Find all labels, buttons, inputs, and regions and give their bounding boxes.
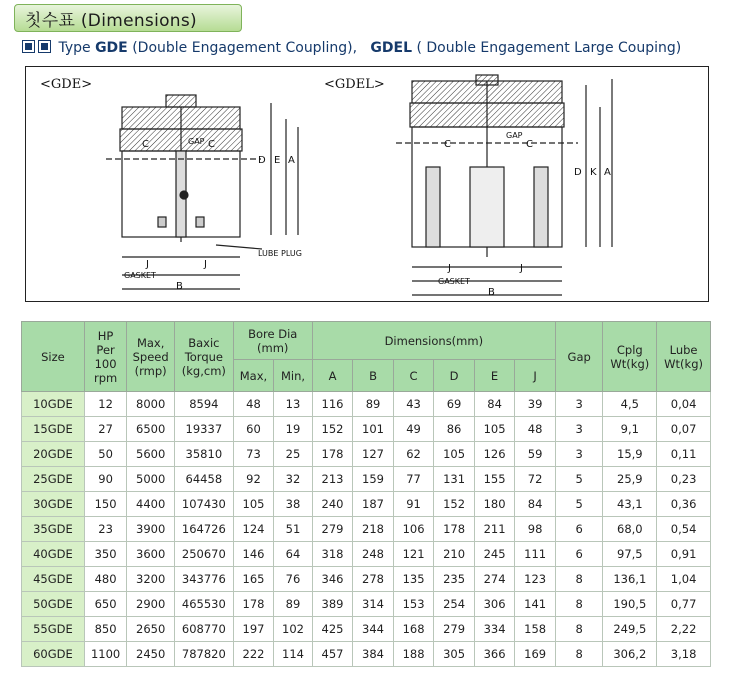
gdel-d-label: D [574, 167, 582, 178]
size-cell: 10GDE [22, 392, 85, 417]
table-cell: 98 [515, 517, 556, 542]
gdel-c2-label: C [526, 139, 533, 150]
gde-j-label: J [146, 259, 149, 270]
table-cell: 23 [84, 517, 127, 542]
table-cell: 89 [274, 592, 313, 617]
table-cell: 6500 [127, 417, 175, 442]
lube-plug-label: LUBE PLUG [258, 249, 302, 258]
square-bullet-icon [38, 40, 51, 53]
table-cell: 62 [393, 442, 434, 467]
size-cell: 60GDE [22, 642, 85, 667]
table-cell: 60 [233, 417, 274, 442]
header-dim-a: A [312, 360, 353, 392]
table-cell: 73 [233, 442, 274, 467]
gde-drawing [106, 95, 298, 289]
table-cell: 8 [555, 617, 603, 642]
table-cell: 84 [515, 492, 556, 517]
table-cell: 77 [393, 467, 434, 492]
table-cell: 187 [353, 492, 394, 517]
table-cell: 3 [555, 417, 603, 442]
header-lube: Lube Wt(kg) [657, 322, 711, 392]
table-cell: 90 [84, 467, 127, 492]
table-cell: 155 [474, 467, 515, 492]
table-cell: 210 [434, 542, 475, 567]
gdel-drawing [396, 75, 612, 295]
table-cell: 178 [312, 442, 353, 467]
table-cell: 0,77 [657, 592, 711, 617]
table-cell: 248 [353, 542, 394, 567]
table-cell: 0,11 [657, 442, 711, 467]
table-cell: 389 [312, 592, 353, 617]
table-cell: 318 [312, 542, 353, 567]
table-cell: 127 [353, 442, 394, 467]
header-dim-c: C [393, 360, 434, 392]
table-cell: 465530 [174, 592, 233, 617]
table-cell: 5000 [127, 467, 175, 492]
gde-j2-label: J [204, 259, 207, 270]
table-row [22, 442, 711, 467]
table-cell: 5 [555, 467, 603, 492]
table-cell: 121 [393, 542, 434, 567]
table-cell: 188 [393, 642, 434, 667]
table-cell: 344 [353, 617, 394, 642]
table-cell: 254 [434, 592, 475, 617]
header-dim-e: E [474, 360, 515, 392]
table-cell: 0,36 [657, 492, 711, 517]
table-row [22, 492, 711, 517]
table-cell: 0,91 [657, 542, 711, 567]
gde-label: <GDE> [40, 77, 93, 92]
table-cell: 2,22 [657, 617, 711, 642]
gde-b-label: B [176, 281, 183, 292]
table-cell: 48 [233, 392, 274, 417]
table-cell: 152 [434, 492, 475, 517]
size-cell: 25GDE [22, 467, 85, 492]
header-hp: HP Per 100 rpm [84, 322, 127, 392]
gde-e-label: E [274, 155, 281, 166]
table-cell: 49 [393, 417, 434, 442]
table-cell: 222 [233, 642, 274, 667]
gdel-j2-label: J [520, 263, 523, 274]
table-cell: 124 [233, 517, 274, 542]
table-cell: 235 [434, 567, 475, 592]
gde-c-label: C [142, 139, 149, 150]
table-cell: 3 [555, 392, 603, 417]
table-cell: 350 [84, 542, 127, 567]
table-cell: 97,5 [603, 542, 657, 567]
table-cell: 123 [515, 567, 556, 592]
table-cell: 48 [515, 417, 556, 442]
table-cell: 8 [555, 567, 603, 592]
header-gap: Gap [555, 322, 603, 392]
subtitle-gdel: GDEL [370, 40, 412, 56]
table-cell: 38 [274, 492, 313, 517]
table-cell: 306,2 [603, 642, 657, 667]
table-cell: 84 [474, 392, 515, 417]
table-cell: 278 [353, 567, 394, 592]
table-cell: 105 [434, 442, 475, 467]
table-cell: 180 [474, 492, 515, 517]
gde-a-label: A [288, 155, 295, 166]
table-cell: 850 [84, 617, 127, 642]
table-cell: 5600 [127, 442, 175, 467]
table-cell: 89 [353, 392, 394, 417]
table-cell: 8 [555, 642, 603, 667]
table-cell: 5 [555, 492, 603, 517]
table-cell: 114 [274, 642, 313, 667]
table-cell: 384 [353, 642, 394, 667]
table-cell: 3,18 [657, 642, 711, 667]
table-row [22, 417, 711, 442]
table-cell: 72 [515, 467, 556, 492]
table-cell: 8000 [127, 392, 175, 417]
gdel-c-label: C [444, 139, 451, 150]
table-cell: 141 [515, 592, 556, 617]
header-torque: Baxic Torque (kg,cm) [174, 322, 233, 392]
table-cell: 76 [274, 567, 313, 592]
coupling-drawing [25, 66, 709, 302]
table-cell: 116 [312, 392, 353, 417]
table-cell: 305 [434, 642, 475, 667]
table-cell: 6 [555, 542, 603, 567]
table-cell: 6 [555, 517, 603, 542]
size-cell: 35GDE [22, 517, 85, 542]
subtitle-gde-desc: (Double Engagement Coupling), [132, 40, 358, 56]
table-cell: 650 [84, 592, 127, 617]
table-cell: 136,1 [603, 567, 657, 592]
page-title: 칫수표 (Dimensions) [14, 4, 242, 32]
table-cell: 2650 [127, 617, 175, 642]
table-cell: 3900 [127, 517, 175, 542]
table-cell: 64458 [174, 467, 233, 492]
table-cell: 69 [434, 392, 475, 417]
table-cell: 197 [233, 617, 274, 642]
subtitle-gde: GDE [95, 40, 128, 56]
table-row [22, 517, 711, 542]
table-cell: 92 [233, 467, 274, 492]
table-cell: 25 [274, 442, 313, 467]
table-cell: 50 [84, 442, 127, 467]
table-cell: 213 [312, 467, 353, 492]
gde-d-label: D [258, 155, 266, 166]
table-cell: 12 [84, 392, 127, 417]
table-cell: 135 [393, 567, 434, 592]
table-cell: 0,04 [657, 392, 711, 417]
table-cell: 51 [274, 517, 313, 542]
table-cell: 105 [474, 417, 515, 442]
table-cell: 68,0 [603, 517, 657, 542]
table-cell: 211 [474, 517, 515, 542]
gde-c2-label: C [208, 139, 215, 150]
table-cell: 169 [515, 642, 556, 667]
gdel-j-label: J [448, 263, 451, 274]
table-cell: 15,9 [603, 442, 657, 467]
table-row [22, 467, 711, 492]
table-cell: 111 [515, 542, 556, 567]
dimensions-table [21, 321, 711, 667]
table-row [22, 542, 711, 567]
table-cell: 343776 [174, 567, 233, 592]
table-row [22, 592, 711, 617]
table-cell: 19 [274, 417, 313, 442]
table-cell: 4,5 [603, 392, 657, 417]
size-cell: 30GDE [22, 492, 85, 517]
table-cell: 3 [555, 442, 603, 467]
coupling-drawing-svg [26, 67, 709, 302]
gdel-label: <GDEL> [324, 77, 385, 92]
table-cell: 178 [233, 592, 274, 617]
table-row [22, 617, 711, 642]
gdel-k-label: K [590, 167, 597, 178]
gdel-gap-label: GAP [506, 131, 523, 140]
table-cell: 25,9 [603, 467, 657, 492]
table-cell: 190,5 [603, 592, 657, 617]
table-cell: 19337 [174, 417, 233, 442]
header-dim-j: J [515, 360, 556, 392]
table-row [22, 567, 711, 592]
table-cell: 39 [515, 392, 556, 417]
table-cell: 13 [274, 392, 313, 417]
table-cell: 274 [474, 567, 515, 592]
size-cell: 20GDE [22, 442, 85, 467]
table-cell: 164726 [174, 517, 233, 542]
gdel-a-label: A [604, 167, 611, 178]
table-cell: 314 [353, 592, 394, 617]
gde-gasket-label: GASKET [124, 271, 156, 280]
table-cell: 306 [474, 592, 515, 617]
table-cell: 787820 [174, 642, 233, 667]
table-cell: 158 [515, 617, 556, 642]
table-body [22, 392, 711, 667]
table-cell: 0,54 [657, 517, 711, 542]
table-cell: 2900 [127, 592, 175, 617]
table-cell: 334 [474, 617, 515, 642]
table-cell: 168 [393, 617, 434, 642]
table-cell: 32 [274, 467, 313, 492]
header-bore-min: Min, [274, 360, 313, 392]
gdel-gasket-label: GASKET [438, 277, 470, 286]
table-cell: 86 [434, 417, 475, 442]
subtitle-prefix: Type [58, 40, 91, 56]
table-cell: 8 [555, 592, 603, 617]
header-dim-b: B [353, 360, 394, 392]
table-cell: 9,1 [603, 417, 657, 442]
table-cell: 480 [84, 567, 127, 592]
table-cell: 0,23 [657, 467, 711, 492]
table-cell: 4400 [127, 492, 175, 517]
table-cell: 2450 [127, 642, 175, 667]
table-cell: 101 [353, 417, 394, 442]
table-cell: 250670 [174, 542, 233, 567]
table-cell: 105 [233, 492, 274, 517]
header-dim-d: D [434, 360, 475, 392]
square-bullet-icon [22, 40, 35, 53]
table-cell: 218 [353, 517, 394, 542]
table-cell: 1100 [84, 642, 127, 667]
table-cell: 279 [434, 617, 475, 642]
table-cell: 35810 [174, 442, 233, 467]
table-cell: 106 [393, 517, 434, 542]
table-cell: 102 [274, 617, 313, 642]
table-cell: 279 [312, 517, 353, 542]
subtitle [22, 40, 681, 56]
size-cell: 40GDE [22, 542, 85, 567]
table-cell: 126 [474, 442, 515, 467]
table-cell: 1,04 [657, 567, 711, 592]
table-cell: 608770 [174, 617, 233, 642]
header-bore-max: Max, [233, 360, 274, 392]
subtitle-gdel-desc: ( Double Engagement Large Couping) [416, 40, 682, 56]
table-cell: 366 [474, 642, 515, 667]
table-cell: 107430 [174, 492, 233, 517]
header-speed: Max, Speed (rmp) [127, 322, 175, 392]
size-cell: 50GDE [22, 592, 85, 617]
table-cell: 178 [434, 517, 475, 542]
table-cell: 153 [393, 592, 434, 617]
header-size: Size [22, 322, 85, 392]
table-cell: 425 [312, 617, 353, 642]
table-cell: 91 [393, 492, 434, 517]
header-cplg: Cplg Wt(kg) [603, 322, 657, 392]
table-cell: 150 [84, 492, 127, 517]
table-cell: 131 [434, 467, 475, 492]
table-cell: 240 [312, 492, 353, 517]
table-cell: 0,07 [657, 417, 711, 442]
table-cell: 346 [312, 567, 353, 592]
table-cell: 43 [393, 392, 434, 417]
table-cell: 3200 [127, 567, 175, 592]
table-cell: 146 [233, 542, 274, 567]
table-cell: 152 [312, 417, 353, 442]
table-cell: 457 [312, 642, 353, 667]
size-cell: 15GDE [22, 417, 85, 442]
table-cell: 159 [353, 467, 394, 492]
gdel-b-label: B [488, 287, 495, 298]
table-cell: 165 [233, 567, 274, 592]
size-cell: 45GDE [22, 567, 85, 592]
table-cell: 64 [274, 542, 313, 567]
table-cell: 8594 [174, 392, 233, 417]
table-cell: 245 [474, 542, 515, 567]
table-row [22, 392, 711, 417]
table-cell: 27 [84, 417, 127, 442]
table-cell: 59 [515, 442, 556, 467]
table-cell: 43,1 [603, 492, 657, 517]
table-cell: 3600 [127, 542, 175, 567]
header-dimensions: Dimensions(mm) [312, 322, 555, 360]
gde-gap-label: GAP [188, 137, 205, 146]
table-row [22, 642, 711, 667]
size-cell: 55GDE [22, 617, 85, 642]
table-cell: 249,5 [603, 617, 657, 642]
header-bore: Bore Dia (mm) [233, 322, 312, 360]
